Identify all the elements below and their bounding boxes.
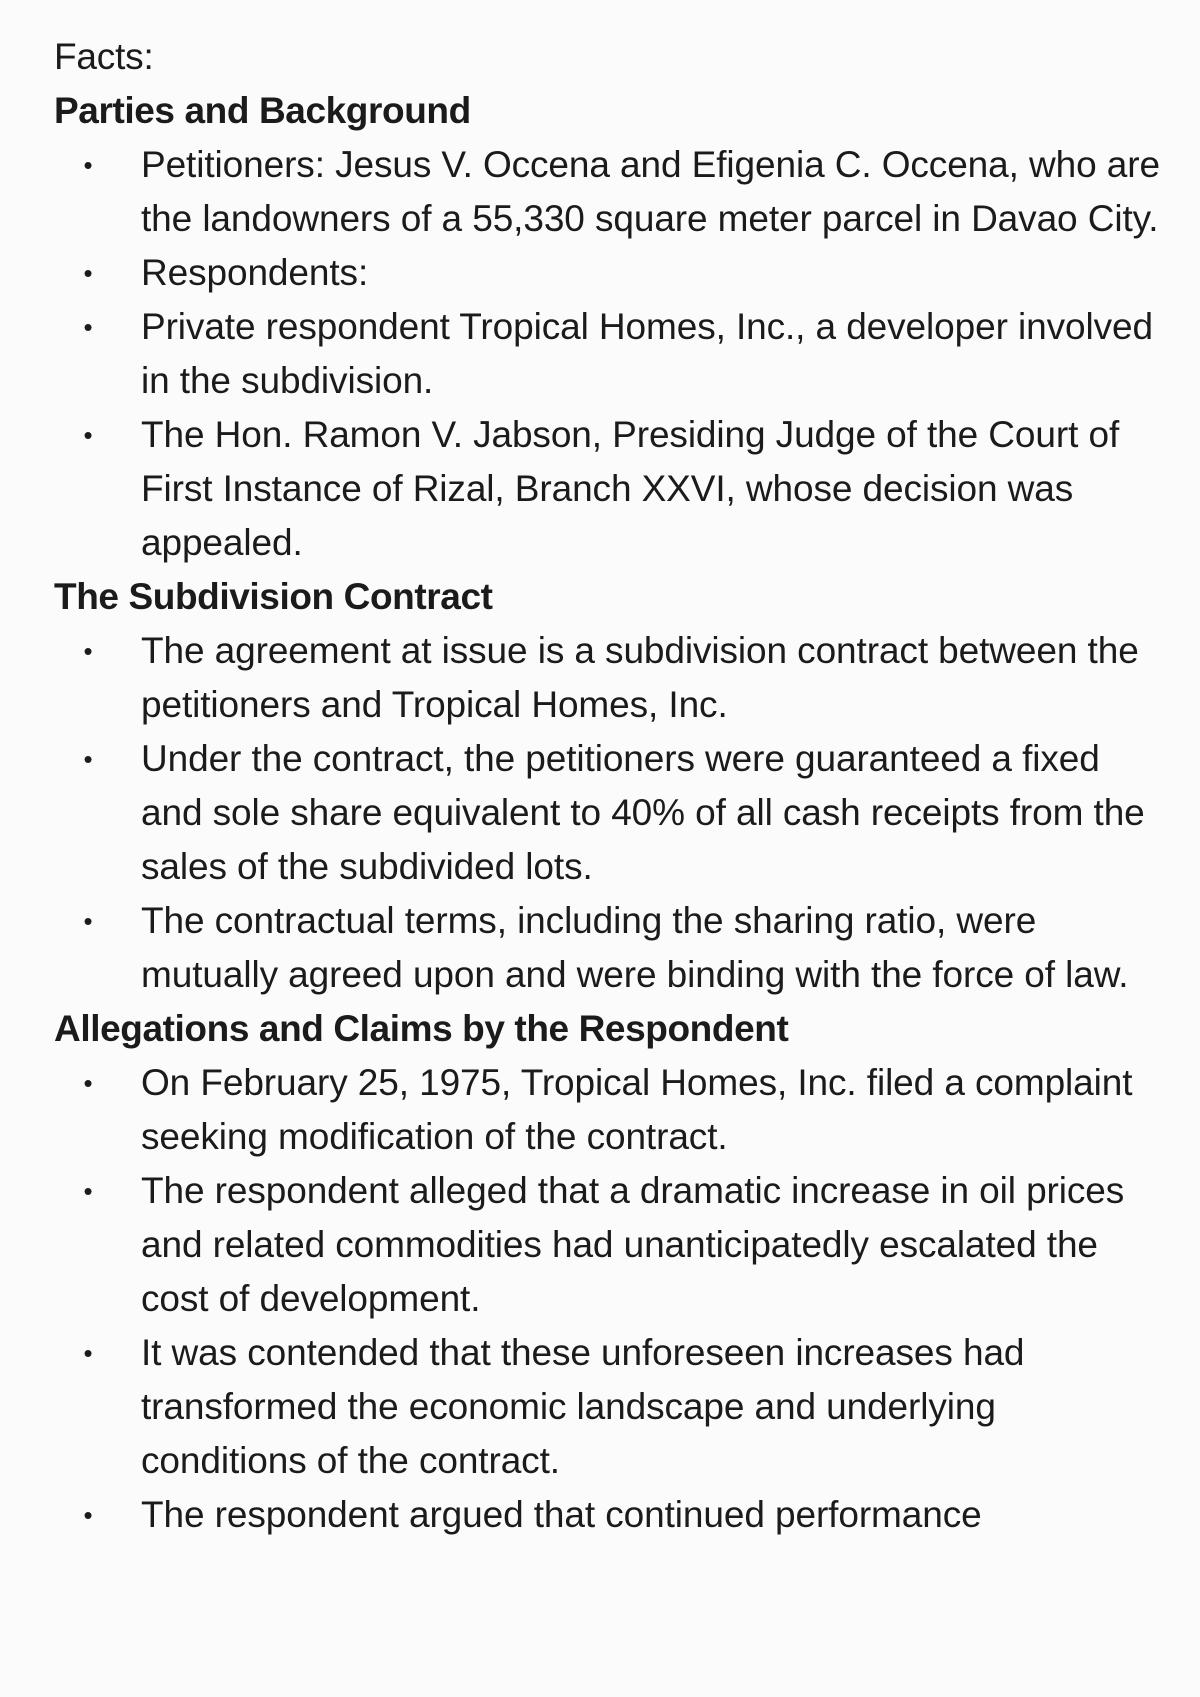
bullet-list-allegations bbox=[54, 1056, 1164, 1542]
list-item-text: The contractual terms, including the sharing ratio, were mutually agreed upon and were binding with the force of law. bbox=[141, 900, 1129, 995]
bullet-icon: • bbox=[83, 636, 93, 666]
bullet-icon: • bbox=[83, 1068, 93, 1098]
bullet-list-contract bbox=[54, 624, 1164, 1002]
bullet-icon: • bbox=[83, 312, 93, 342]
bullet-icon: • bbox=[83, 1338, 93, 1368]
bullet-icon: • bbox=[83, 906, 93, 936]
list-item bbox=[54, 1164, 1164, 1326]
list-item bbox=[54, 1488, 1164, 1542]
list-item bbox=[54, 1056, 1164, 1164]
section-heading-parties: Parties and Background bbox=[54, 90, 471, 131]
section-heading-contract: The Subdivision Contract bbox=[54, 576, 493, 617]
bullet-icon: • bbox=[83, 1500, 93, 1530]
section-heading-allegations: Allegations and Claims by the Respondent bbox=[54, 1008, 789, 1049]
document-body bbox=[54, 30, 1164, 1542]
list-item-text: Under the contract, the petitioners were guaranteed a fixed and sole share equivalent to 40% of all cash receipts from the sales of the subdivided lots. bbox=[141, 738, 1145, 887]
list-item-text: The respondent alleged that a dramatic increase in oil prices and related commodities had unanticipatedly escalated the cost of development. bbox=[141, 1170, 1125, 1319]
list-item bbox=[54, 138, 1164, 246]
list-item bbox=[54, 894, 1164, 1002]
bullet-icon: • bbox=[83, 258, 93, 288]
list-item-text: The agreement at issue is a subdivision contract between the petitioners and Tropical Homes, Inc. bbox=[141, 630, 1139, 725]
list-item-text: It was contended that these unforeseen increases had transformed the economic landscape and underlying conditions of the contract. bbox=[141, 1332, 1025, 1481]
list-item-text: The respondent argued that continued performance bbox=[141, 1494, 982, 1535]
bullet-icon: • bbox=[83, 150, 93, 180]
list-item-text: The Hon. Ramon V. Jabson, Presiding Judge of the Court of First Instance of Rizal, Branch XXVI, whose decision was appealed. bbox=[141, 414, 1120, 563]
bullet-icon: • bbox=[83, 1176, 93, 1206]
list-item bbox=[54, 1326, 1164, 1488]
list-item bbox=[54, 246, 1164, 300]
page-title: Facts: bbox=[54, 36, 154, 77]
bullet-list-parties bbox=[54, 138, 1164, 570]
list-item-text: Respondents: bbox=[141, 252, 369, 293]
list-item-text: On February 25, 1975, Tropical Homes, Inc. filed a complaint seeking modification of the contract. bbox=[141, 1062, 1133, 1157]
bullet-icon: • bbox=[83, 744, 93, 774]
list-item-text: Petitioners: Jesus V. Occena and Efigenia C. Occena, who are the landowners of a 55,330 square meter parcel in Davao City. bbox=[141, 144, 1160, 239]
bullet-icon: • bbox=[83, 420, 93, 450]
list-item-text: Private respondent Tropical Homes, Inc., a developer involved in the subdivision. bbox=[141, 306, 1153, 401]
list-item bbox=[54, 624, 1164, 732]
list-item bbox=[54, 732, 1164, 894]
list-item bbox=[54, 408, 1164, 570]
list-item bbox=[54, 300, 1164, 408]
